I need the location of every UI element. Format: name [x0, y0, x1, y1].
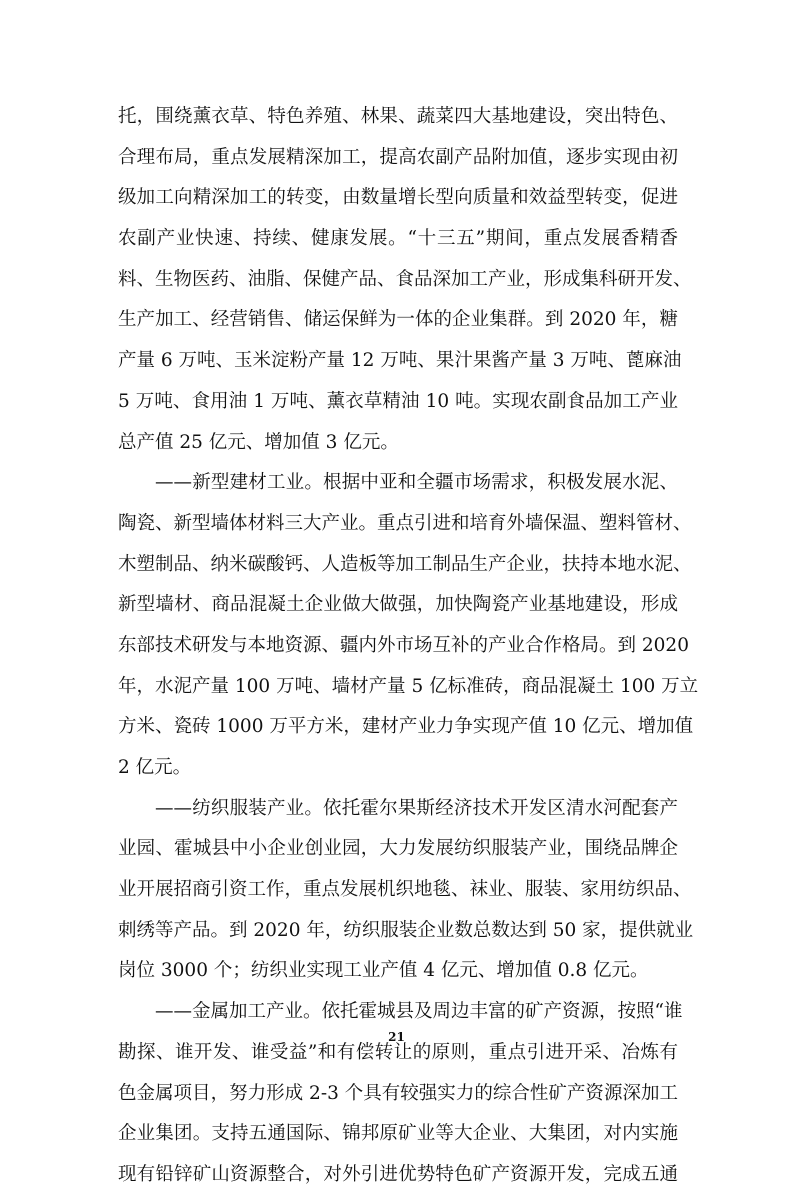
text-line: 现有铅锌矿山资源整合，对外引进优势特色矿产资源开发，完成五通: [118, 1163, 678, 1185]
paragraph-textile: [118, 789, 694, 992]
text-line: 总产值 25 亿元、增加值 3 亿元。: [118, 431, 399, 453]
text-line: 新型墙材、商品混凝土企业做大做强，加快陶瓷产业基地建设，形成: [118, 594, 678, 616]
text-line: ——新型建材工业。根据中亚和全疆市场需求，积极发展水泥、: [155, 472, 678, 494]
text-line: 农副产业快速、持续、健康发展。“十三五”期间，重点发展香精香: [118, 228, 678, 250]
text-line: ——金属加工产业。依托霍城县及周边丰富的矿产资源，按照“谁: [155, 1001, 683, 1023]
text-line: 产量 6 万吨、玉米淀粉产量 12 万吨、果汁果酱产量 3 万吨、蓖麻油: [118, 350, 682, 372]
text-line: 托，围绕薰衣草、特色养殖、林果、蔬菜四大基地建设，突出特色、: [118, 106, 678, 127]
paragraph-building-materials: [118, 463, 699, 789]
text-line: 陶瓷、新型墙体材料三大产业。重点引进和培育外墙保温、塑料管材、: [118, 512, 692, 534]
text-line: 色金属项目，努力形成 2-3 个具有较强实力的综合性矿产资源深加工: [118, 1082, 678, 1104]
text-line: 年，水泥产量 100 万吨、墙材产量 5 亿标准砖，商品混凝土 100 万立: [118, 675, 699, 697]
text-line: 合理布局，重点发展精深加工，提高农副产品附加值，逐步实现由初: [118, 146, 678, 168]
text-line: 木塑制品、纳米碳酸钙、人造板等加工制品生产企业，扶持本地水泥、: [118, 553, 692, 575]
text-line: 级加工向精深加工的转变，由数量增长型向质量和效益型转变，促进: [118, 187, 678, 209]
text-line: 企业集团。支持五通国际、锦邦原矿业等大企业、大集团，对内实施: [118, 1123, 678, 1145]
paragraph-metal-processing: [118, 992, 683, 1195]
text-line: 业园、霍城县中小企业创业园，大力发展纺织服装产业，围绕品牌企: [118, 838, 678, 860]
text-line: 2 亿元。: [118, 757, 192, 778]
paragraph-agriculture: [118, 97, 692, 463]
page-number: 21: [388, 1030, 405, 1044]
text-line: 业开展招商引资工作，重点发展机织地毯、袜业、服装、家用纺织品、: [118, 879, 692, 901]
text-line: 东部技术研发与本地资源、疆内外市场互补的产业合作格局。到 2020: [118, 634, 689, 656]
text-line: 岗位 3000 个；纺织业实现工业产值 4 亿元、增加值 0.8 亿元。: [118, 960, 649, 982]
text-line: ——纺织服装产业。依托霍尔果斯经济技术开发区清水河配套产: [155, 797, 678, 819]
text-line: 刺绣等产品。到 2020 年，纺织服装企业数总数达到 50 家，提供就业: [118, 919, 694, 941]
text-line: 生产加工、经营销售、储运保鲜为一体的企业集群。到 2020 年，糖: [118, 309, 678, 331]
text-line: 料、生物医药、油脂、保健产品、食品深加工产业，形成集科研开发、: [118, 268, 692, 290]
text-line: 5 万吨、食用油 1 万吨、薰衣草精油 10 吨。实现农副食品加工产业: [118, 390, 678, 412]
text-line: 方米、瓷砖 1000 万平方米，建材产业力争实现产值 10 亿元、增加值: [118, 716, 694, 738]
text-line: 勘探、谁开发、谁受益”和有偿转让的原则，重点引进开采、冶炼有: [118, 1041, 678, 1063]
